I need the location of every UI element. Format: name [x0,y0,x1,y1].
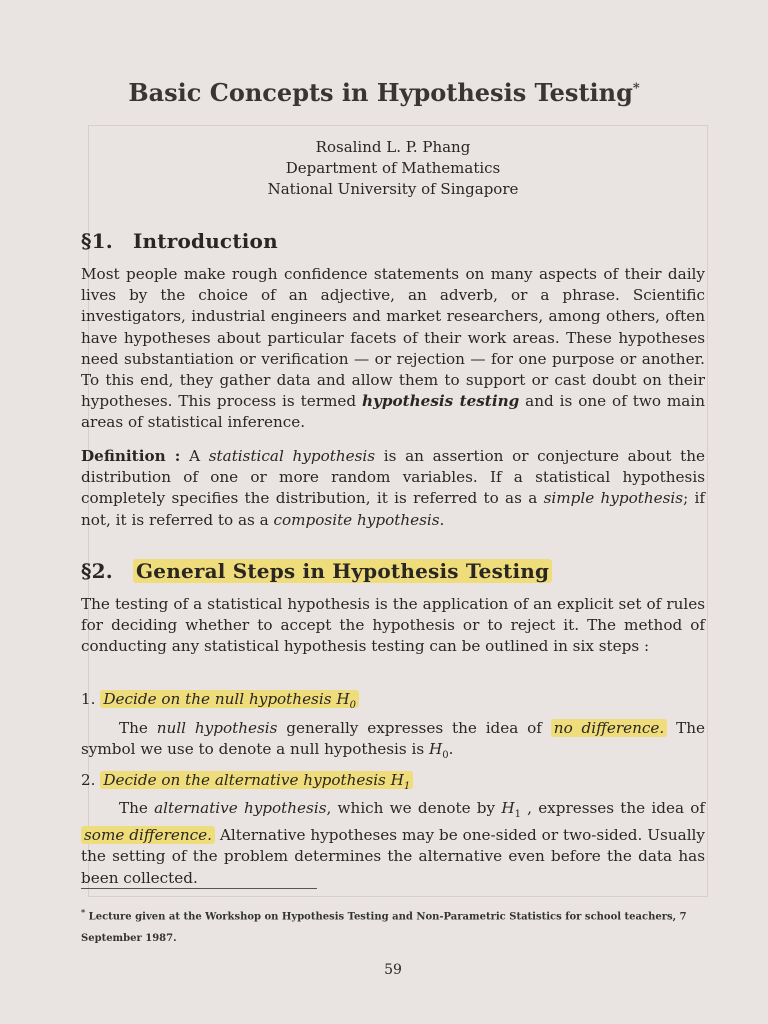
step-1-heading [81,689,359,716]
definition-label: Definition : [81,447,181,465]
title-text: Basic Concepts in Hypothesis Testing [128,78,633,107]
section-2-number: §2. [81,559,113,583]
footnote [81,901,705,950]
symbol-h1-subscript: 1 [514,809,521,821]
step-2-label-subscript: 1 [403,781,411,793]
section-1-heading [81,229,278,253]
symbol-h1: H [501,799,515,817]
footnote-text: Lecture given at the Workshop on Hypothesis Testing and Non-Parametric Statistics for school teachers, 7 September 1987. [81,911,687,945]
section-1-number: §1. [81,229,113,253]
step-1-text-b: generally expresses the idea of [277,719,551,737]
term-alternative-hypothesis: alternative hypothesis [154,799,327,817]
step-1-text-a: The [119,719,157,737]
symbol-h-subscript: 0 [442,750,449,762]
term-composite-hypothesis: composite hypothesis [273,510,440,529]
step-1-paragraph [81,718,705,766]
title-footnote-mark: * [632,81,640,96]
steps-intro-paragraph [81,594,705,658]
steps-intro-text: The testing of a statistical hypothesis is the application of an explicit set of rules for deciding whether to accept the hypothesis or to reject it. The method of conducting any statistical hypothesis testing can be outlined in six steps : [81,595,705,656]
term-simple-hypothesis: simple hypothesis [543,489,684,508]
step-2-text-a: The [119,799,155,817]
def-text-c: ; if not, it is referred to as a [81,489,705,529]
intro-paragraph [81,264,705,434]
step-2-label-text: Decide on the alternative hypothesis H [103,771,404,789]
step-1-text-d: . [448,740,454,759]
term-statistical-hypothesis: statistical hypothesis [208,447,376,465]
author-department: Department of Mathematics [285,159,501,177]
page-number: 59 [384,962,402,978]
step-1-label-text: Decide on the null hypothesis H [103,690,350,708]
step-1-number: 1. [81,690,96,708]
section-1-title: Introduction [133,229,278,253]
step-2-label [100,771,413,793]
paper-title [0,78,768,107]
intro-text-a: Most people make rough confidence statements on many aspects of their daily lives by the choice of an adjective, an adverb, or a phrase. Scientific investigators, industrial engineers and market researchers, among others, often have hypotheses about particular facets of their work areas. These hypotheses need substantiation or verification — or rejection — for one purpose or another. To this end, they gather data and allow them to support or cast doubt on their hypotheses. This process is termed [81,265,705,411]
step-2-number: 2. [81,771,96,789]
section-2-heading [81,559,552,583]
step-2-text-c: , expresses the idea of [520,799,705,817]
author-name: Rosalind L. P. Phang [315,138,471,156]
author-block [0,137,768,200]
term-hypothesis-testing: hypothesis testing [361,392,520,411]
highlight-some-difference: some difference. [81,826,215,844]
highlight-no-difference: no difference. [551,719,667,737]
section-2-title: General Steps in Hypothesis Testing [133,559,552,583]
author-university: National University of Singapore [267,180,519,198]
definition-paragraph [81,446,705,531]
step-2-text-b: , which we denote by [326,799,502,817]
step-1-label [100,690,359,712]
footnote-mark: * [81,907,86,917]
term-null-hypothesis: null hypothesis [156,719,278,737]
intro-text-b: and is one of two main areas of statistical inference. [81,392,705,432]
def-text-b: is an assertion or conjecture about the distribution of one or more random variables. If a statistical hypothesis completely specifies the distribution, it is referred to as a [81,447,705,508]
step-1-label-subscript: 0 [349,700,356,712]
step-1-text-c: The symbol we use to denote a null hypothesis is [81,719,705,759]
def-text-d: . [439,510,445,529]
footnote-divider [81,888,317,889]
def-text-a: A [180,447,209,465]
symbol-h: H [429,740,443,759]
step-2-heading [81,770,413,797]
step-2-paragraph [81,798,705,889]
step-2-text-d: Alternative hypotheses may be one-sided or two-sided. Usually the setting of the problem determines the alternative even before the data has been collected. [81,826,705,887]
